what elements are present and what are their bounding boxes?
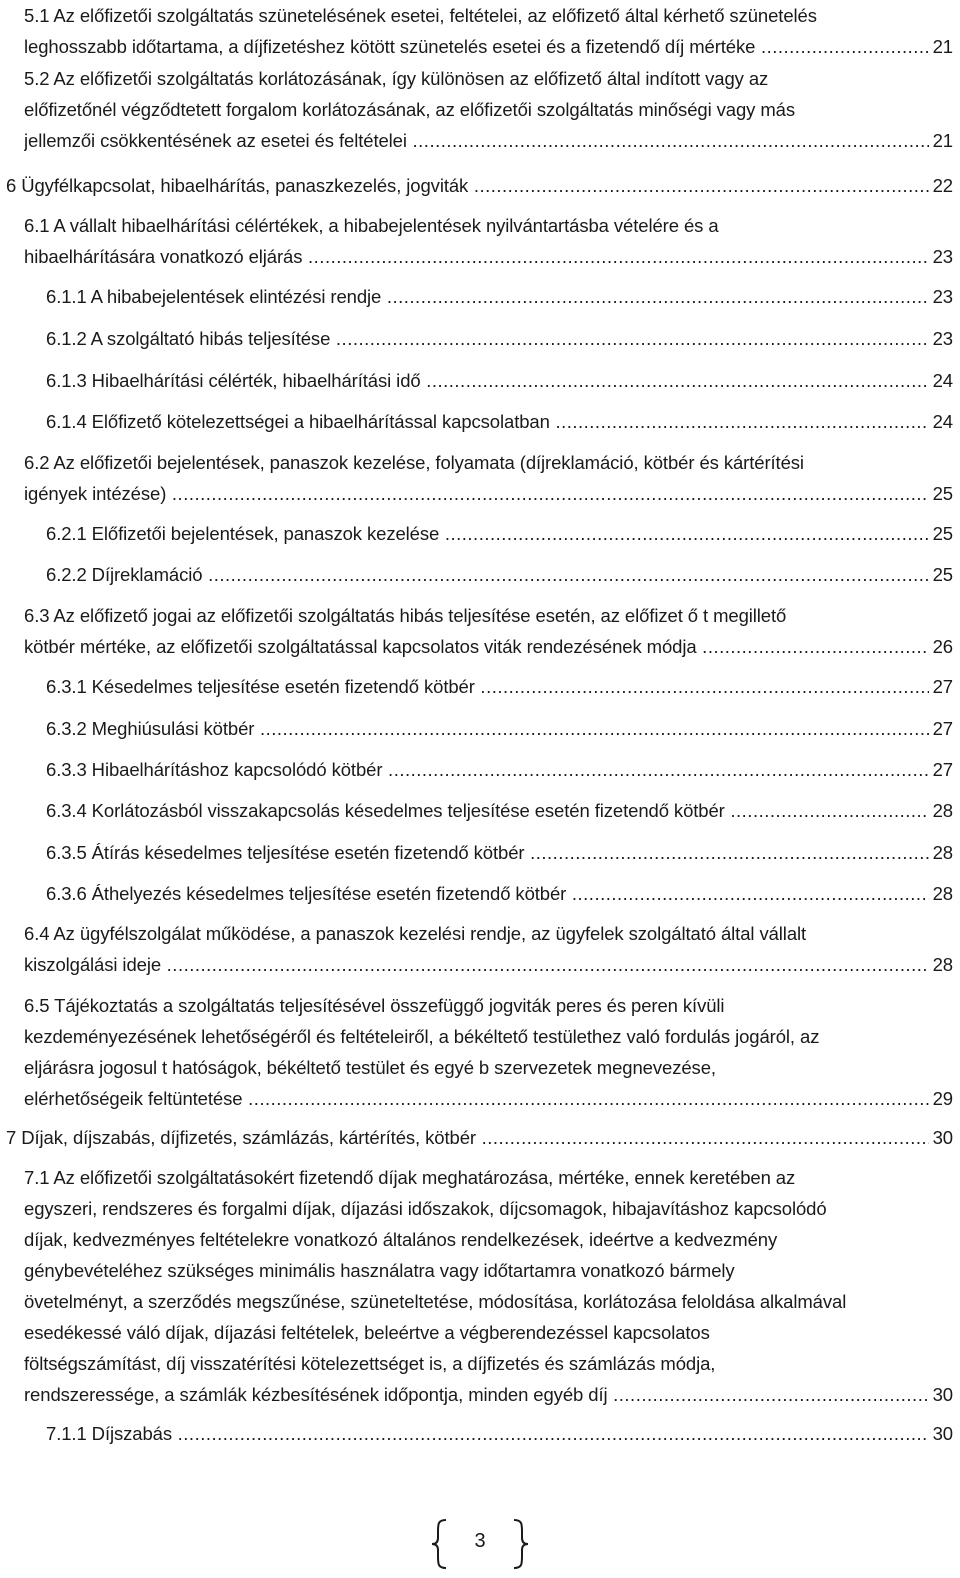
toc-page-number: 24: [932, 411, 953, 432]
toc-entry[interactable]: [24, 918, 953, 980]
toc-entry-text: esedékessé váló díjak, díjazási feltételek, beleértve a végberendezéssel kapcsolatos: [24, 1322, 710, 1343]
right-brace-icon: [512, 1518, 530, 1570]
toc-entry-text: egyszeri, rendszeres és forgalmi díjak, díjazási időszakok, díjcsomagok, hibajavításhoz kapcsolódó: [24, 1198, 827, 1219]
toc-entry[interactable]: [24, 0, 953, 62]
toc-entry[interactable]: [46, 559, 953, 590]
toc-entry-text: 6.3.4 Korlátozásból visszakapcsolás késedelmes teljesítése esetén fizetendő kötbér: [46, 800, 725, 821]
toc-leader: [24, 949, 929, 980]
toc-entry-text: 6.3.3 Hibaelhárításhoz kapcsolódó kötbér: [46, 759, 383, 780]
toc-leader: [46, 1418, 929, 1449]
toc-entry-text: 6 Ügyfélkapcsolat, hibaelhárítás, panaszkezelés, jogviták: [6, 175, 469, 196]
toc-page-number: 29: [932, 1088, 953, 1109]
toc-entry-text: előfizetőnél végződtetett forgalom korlátozásának, az előfizetői szolgáltatás minőségi vagy más: [24, 99, 796, 120]
toc-entry[interactable]: [46, 878, 953, 909]
toc-entry-text: 6.3.2 Meghiúsulási kötbér: [46, 718, 255, 739]
toc-leader: [24, 241, 929, 272]
toc-entry[interactable]: [46, 837, 953, 868]
toc-entry[interactable]: [6, 1122, 953, 1153]
toc-leader: [6, 1122, 929, 1153]
toc-entry-text: 6.1.3 Hibaelhárítási célérték, hibaelhárítási idő: [46, 370, 421, 391]
toc-page-number: 27: [932, 718, 953, 739]
toc-page-number: 30: [932, 1127, 953, 1148]
toc-entry-text: hibaelhárítására vonatkozó eljárás: [24, 246, 303, 267]
toc-entry[interactable]: [46, 671, 953, 702]
toc-page-number: 23: [932, 286, 953, 307]
toc-leader: [46, 878, 929, 909]
toc-entry-text: 6.2.1 Előfizetői bejelentések, panaszok kezelése: [46, 523, 440, 544]
toc-entry-text: kötbér mértéke, az előfizetői szolgáltatással kapcsolatos viták rendezésének módja: [24, 636, 697, 657]
toc-entry[interactable]: [24, 600, 953, 662]
toc-entry-text: díjak, kedvezményes feltételekre vonatkozó általános rendelkezések, ideértve a kedvezmény: [24, 1229, 778, 1250]
toc-entry-text: föltségszámítást, díj visszatérítési kötelezettséget is, a díjfizetés és számlázás módja,: [24, 1353, 716, 1374]
toc-entry[interactable]: [46, 1418, 953, 1449]
toc-leader: [24, 1083, 929, 1114]
toc-entry-text: övetelményt, a szerződés megszűnése, szüneteltetése, módosítása, korlátozása feloldása alkalmával: [24, 1291, 847, 1312]
toc-page-number: 21: [932, 36, 953, 57]
toc-entry-text: igények intézése): [24, 483, 167, 504]
toc-entry[interactable]: [46, 281, 953, 312]
toc-leader: [46, 754, 929, 785]
toc-leader: [46, 795, 929, 826]
toc-leader: [24, 631, 929, 662]
toc-entry-text: 5.2 Az előfizetői szolgáltatás korlátozásának, így különösen az előfizető által indított vagy az: [24, 68, 769, 89]
toc-leader: [46, 559, 929, 590]
toc-entry[interactable]: [46, 323, 953, 354]
toc-entry-text: 6.5 Tájékoztatás a szolgáltatás teljesítésével összefüggő jogviták peres és peren kívüli: [24, 995, 725, 1016]
toc-entry[interactable]: [24, 210, 953, 272]
toc-entry-text: 5.1 Az előfizetői szolgáltatás szünetelésének esetei, feltételei, az előfizető által kérhető szünetelés: [24, 5, 817, 26]
toc-entry-text: 6.2 Az előfizetői bejelentések, panaszok kezelése, folyamata (díjreklamáció, kötbér és kártérítési: [24, 452, 804, 473]
toc-entry-text: 7.1.1 Díjszabás: [46, 1423, 173, 1444]
toc-page-number: 22: [932, 175, 953, 196]
toc-page-number: 26: [932, 636, 953, 657]
toc-entry[interactable]: [46, 795, 953, 826]
toc-entry-text: elérhetőségeik feltüntetése: [24, 1088, 243, 1109]
toc-entry[interactable]: [24, 990, 953, 1114]
toc-entry-text: rendszeressége, a számlák kézbesítésének időpontja, minden egyéb díj: [24, 1384, 608, 1405]
toc-page-number: 28: [932, 954, 953, 975]
toc-page-number: 24: [932, 370, 953, 391]
toc-leader: [24, 478, 929, 509]
toc-page-number: 25: [932, 483, 953, 504]
toc-entry-text: kezdeményezésének lehetőségéről és feltételeiről, a békéltető testülethez való fordulás jogáról, az: [24, 1026, 820, 1047]
toc-entry-text: kiszolgálási ideje: [24, 954, 162, 975]
toc-entry[interactable]: [46, 365, 953, 396]
toc-leader: [24, 1379, 929, 1410]
toc-entry[interactable]: [46, 406, 953, 437]
toc-entry-text: génybevételéhez szükséges minimális használatra vagy időtartamra vonatkozó bármely: [24, 1260, 735, 1281]
toc-page-number: 27: [932, 676, 953, 697]
toc-entry[interactable]: [46, 518, 953, 549]
toc-entry-text: eljárásra jogosul t hatóságok, békéltető testület és egyé b szervezetek megnevezése,: [24, 1057, 716, 1078]
toc-leader: [24, 125, 929, 156]
toc-leader: [46, 406, 929, 437]
toc-entry-text: 7 Díjak, díjszabás, díjfizetés, számlázás, kártérítés, kötbér: [6, 1127, 476, 1148]
toc-leader: [46, 281, 929, 312]
toc-entry-text: 6.3.1 Késedelmes teljesítése esetén fizetendő kötbér: [46, 676, 475, 697]
toc-entry[interactable]: [24, 447, 953, 509]
toc-entry-text: 6.1.4 Előfizető kötelezettségei a hibaelhárítással kapcsolatban: [46, 411, 550, 432]
toc-entry-text: 6.3.6 Áthelyezés késedelmes teljesítése esetén fizetendő kötbér: [46, 883, 567, 904]
toc-page-number: 28: [932, 883, 953, 904]
toc-entry-text: 6.1.1 A hibabejelentések elintézési rendje: [46, 286, 382, 307]
toc-page-number: 21: [932, 130, 953, 151]
toc-page-number: 28: [932, 842, 953, 863]
toc-page-number: 28: [932, 800, 953, 821]
toc-leader: [46, 518, 929, 549]
toc-entry[interactable]: [24, 63, 953, 156]
toc-page-number: 23: [932, 328, 953, 349]
toc-entry-text: 6.3.5 Átírás késedelmes teljesítése esetén fizetendő kötbér: [46, 842, 525, 863]
toc-entry-text: 6.2.2 Díjreklamáció: [46, 564, 203, 585]
toc-page-number: 25: [932, 564, 953, 585]
page-number: 3: [474, 1530, 486, 1552]
toc-page-number: 25: [932, 523, 953, 544]
toc-entry-text: leghosszabb időtartama, a díjfizetéshez kötött szünetelés esetei és a fizetendő díj mértéke: [24, 36, 756, 57]
toc-entry-text: 6.4 Az ügyfélszolgálat működése, a panaszok kezelési rendje, az ügyfelek szolgáltató által vállalt: [24, 923, 807, 944]
toc-entry[interactable]: [46, 754, 953, 785]
toc-leader: [46, 671, 929, 702]
toc-entry-text: 6.1 A vállalt hibaelhárítási célértékek, a hibabejelentések nyilvántartásba vételére és a: [24, 215, 719, 236]
page-footer: [430, 1518, 530, 1570]
toc-page-number: 30: [932, 1423, 953, 1444]
toc-leader: [6, 170, 929, 201]
toc-page-number: 23: [932, 246, 953, 267]
toc-page-number: 27: [932, 759, 953, 780]
toc-leader: [46, 323, 929, 354]
toc-entry[interactable]: [6, 170, 953, 201]
toc-page-number: 30: [932, 1384, 953, 1405]
toc-entry-text: 7.1 Az előfizetői szolgáltatásokért fizetendő díjak meghatározása, mértéke, ennek keretében az: [24, 1167, 796, 1188]
toc-leader: [24, 31, 929, 62]
toc-entry[interactable]: [46, 713, 953, 744]
toc-entry-text: jellemzői csökkentésének az esetei és feltételei: [24, 130, 407, 151]
toc-leader: [46, 837, 929, 868]
toc-leader: [46, 713, 929, 744]
toc-entry-text: 6.3 Az előfizető jogai az előfizetői szolgáltatás hibás teljesítése esetén, az előfizet ő t megillető: [24, 605, 787, 626]
toc-entry-text: 6.1.2 A szolgáltató hibás teljesítése: [46, 328, 331, 349]
toc-leader: [46, 365, 929, 396]
toc-entry[interactable]: [24, 1162, 953, 1410]
